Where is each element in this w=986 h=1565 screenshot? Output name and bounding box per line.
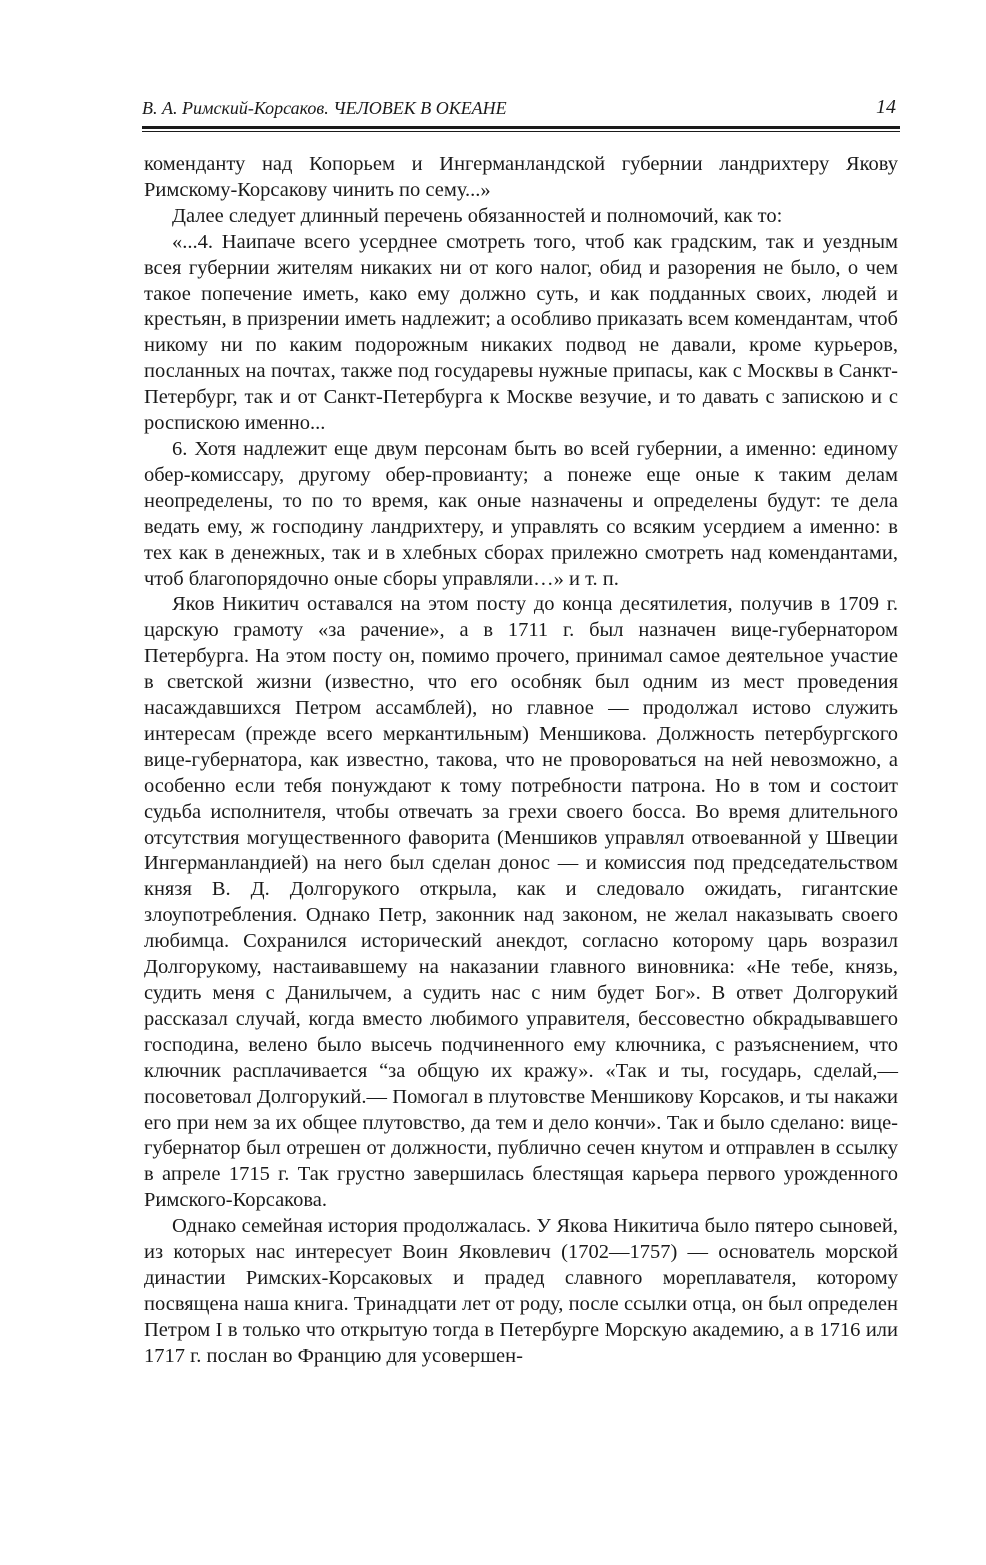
running-header (142, 96, 900, 124)
header-rule-thick (142, 126, 900, 129)
paragraph-continuation: коменданту над Копорьем и Ингерманландской губернии ландрихтеру Якову Римскому-Корсакову чинить по сему...» (144, 153, 898, 201)
header-rule-thin (142, 131, 900, 132)
body-text (144, 152, 898, 1370)
paragraph-quote-item-6: 6. Хотя надлежит еще двум персонам быть во всей губернии, а именно: единому обер-комиссару, другому обер-провианту; а понеже еще оные к таким делам неопределены, то по то время, как оные назначены и определены будут: те дела ведать ему, ж господину ландрихтеру, и управлять со всяким усердием а именно: в тех как в денежных, так и в хлебных сборах прилежно смотреть над комендантами, чтоб благопорядочно оные сборы управляли…» и т. п. (144, 437, 898, 590)
page-number: 14 (876, 96, 896, 118)
paragraph-quote-item-4: «...4. Наипаче всего усерднее смотреть того, чтоб как градским, так и уездным всея губернии жителям никаких ни от кого налог, обид и разорения не было, о чем такое попечение иметь, како ему должно суть, и как подданных своих, людей и крестьян, в призрении иметь надлежит; а особливо приказать всем комендантам, чтоб никому ни по каким подорожным никаких подвод не давали, кроме курьеров, посланных на почтах, также под государевы нужные припасы, как с Москвы в Санкт-Петербург, так и от Санкт-Петербурга к Москве везучие, и то давать с запискою и с роспискою именно... (144, 230, 898, 435)
paragraph-family-history: Однако семейная история продолжалась. У Якова Никитича было пятеро сыновей, из которых нас интересует Воин Яковлевич (1702—1757) — основатель морской династии Римских-Корсаковых и прадед славного мореплавателя, которому посвящена наша книга. Тринадцати лет от роду, после ссылки отца, он был определен Петром I в только что открытую тогда в Петербурге Морскую академию, а в 1716 или 1717 г. послан во Францию для усовершен- (144, 1215, 898, 1367)
paragraph-intro: Далее следует длинный перечень обязанностей и полномочий, как то: (172, 204, 783, 227)
paragraph-yakov-nikitich: Яков Никитич оставался на этом посту до конца десятилетия, получив в 1709 г. царскую грамоту «за рачение», а в 1711 г. был назначен вице-губернатором Петербурга. На этом посту он, помимо прочего, принимал самое деятельное участие в светской жизни (известно, что его особняк был одним из мест проведения насаждавшихся Петром ассамблей), но главное — продолжал истово служить интересам (прежде всего меркантильным) Меншикова. Должность петербургского вице-губернатора, как известно, такова, что не провороваться на ней невозможно, а особенно если тебя понуждают к тому потребности патрона. Но в том и состоит судьба исполнителя, чтобы отвечать за грехи своего босса. Во время длительного отсутствия могущественного фаворита (Меншиков управлял отвоеванной у Швеции Ингерманландией) на него был сделан донос — и комиссия под председательством князя В. Д. Долгорукого открыла, как и следовало ожидать, гигантские злоупотребления. Однако Петр, законник над законом, не желал наказывать своего любимца. Сохранился исторический анекдот, согласно которому царь возразил Долгорукому, настаивавшему на наказании главного виновника: «Не тебе, князь, судить меня с Данилычем, а судить нас с ним будет Бог». В ответ Долгорукий рассказал случай, когда вместо любимого управителя, бессовестно обкрадывавшего господина, велено было высечь подчиненного ему ключника, с разъяснением, что ключник расплачивается “за общую их кражу». «Так и ты, государь, сделай,— посоветовал Долгорукий.— Помогал в плутовстве Меншикову Корсаков, и ты накажи его при нем за их общее плутовство, да тем и дело кончи». Так и было сделано: вице-губернатор был отрешен от должности, публично сечен кнутом и отправлен в ссылку в апреле 1715 г. Так грустно завершилась блестящая карьера первого урожденного Римского-Корсакова. (144, 593, 898, 1212)
running-title: В. А. Римский-Корсаков. ЧЕЛОВЕК В ОКЕАНЕ (142, 98, 507, 118)
